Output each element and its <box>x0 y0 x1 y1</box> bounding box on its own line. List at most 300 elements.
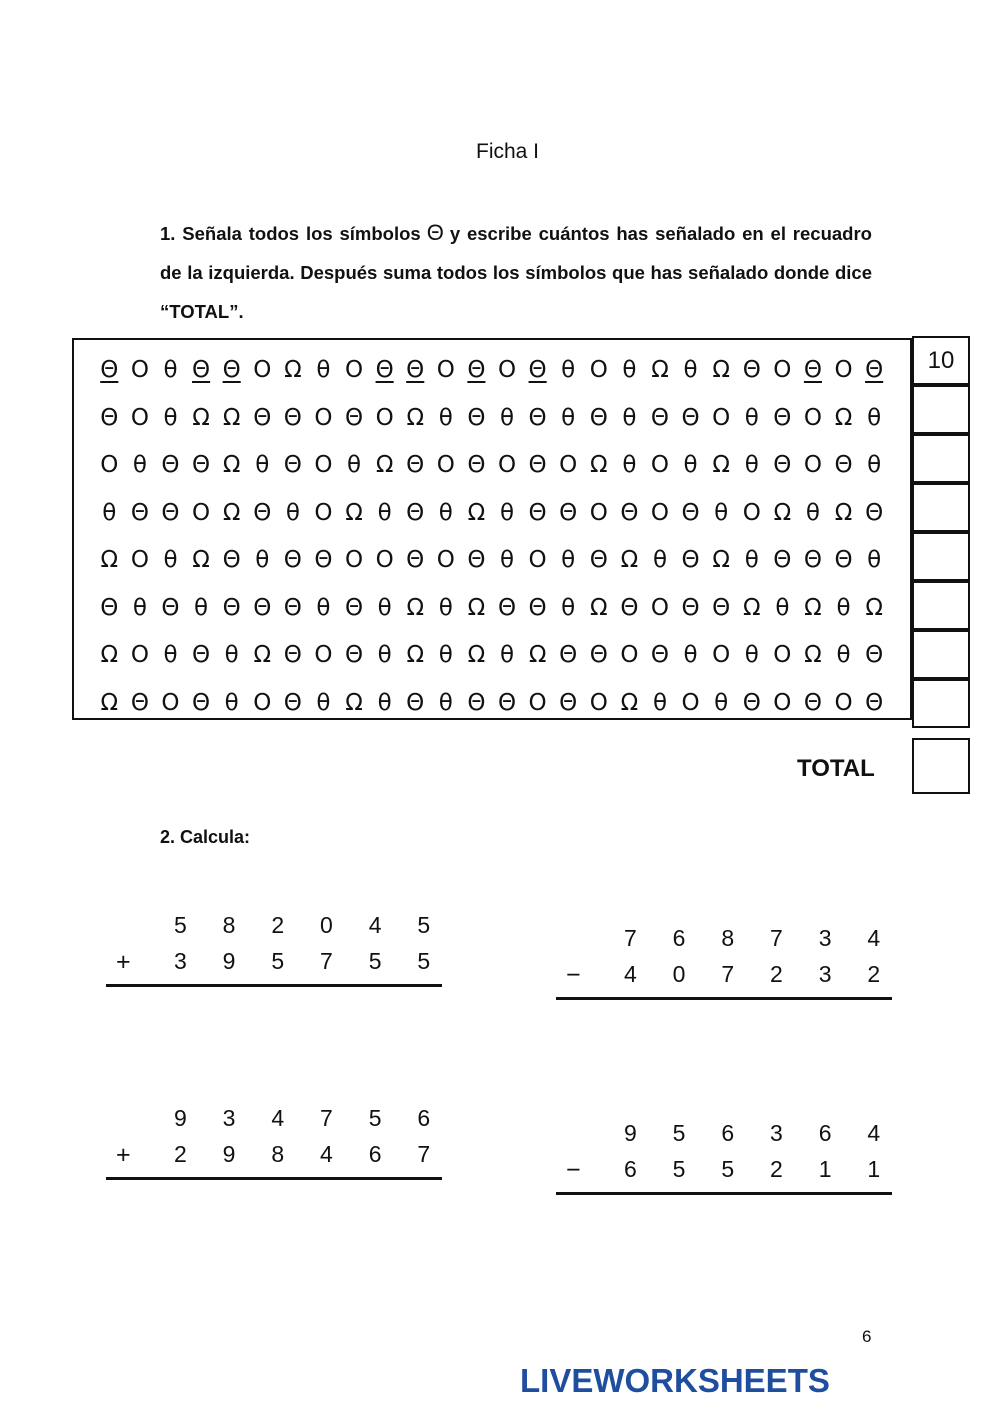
digit: 3 <box>173 948 187 974</box>
operator-sign: − <box>566 961 581 989</box>
symbol-cell[interactable]: Θ <box>161 452 180 478</box>
symbol-cell[interactable]: O <box>620 642 639 668</box>
symbol-cell[interactable]: Θ <box>406 547 425 573</box>
symbol-cell[interactable]: Θ <box>192 642 211 668</box>
symbol-cell[interactable]: Θ <box>681 547 700 573</box>
symbol-cell[interactable]: Ω <box>375 452 394 478</box>
symbol-cell[interactable]: O <box>497 357 517 383</box>
result-line[interactable] <box>556 997 892 1000</box>
symbol-cell[interactable]: Ω <box>590 594 608 621</box>
digit: 7 <box>721 961 735 987</box>
symbol-cell[interactable]: θ <box>744 404 759 431</box>
symbol-cell[interactable]: θ <box>132 594 147 621</box>
symbol-cell[interactable]: Θ <box>283 689 302 716</box>
symbol-cell[interactable]: θ <box>622 404 637 431</box>
page-title: Ficha I <box>476 140 540 163</box>
symbol-cell[interactable]: θ <box>163 642 178 668</box>
symbol-cell[interactable]: O <box>712 404 731 431</box>
symbol-cell[interactable]: Ω <box>528 642 547 668</box>
digit: 2 <box>173 1141 187 1167</box>
symbol-cell[interactable]: θ <box>652 689 668 716</box>
symbol-cell[interactable]: O <box>528 689 547 716</box>
digit: 4 <box>368 912 382 938</box>
symbol-cell[interactable]: θ <box>499 404 515 431</box>
symbol-row <box>94 489 889 537</box>
row-answer-box[interactable] <box>912 630 970 679</box>
symbol-row <box>94 536 889 584</box>
exercise2-title: 2. Calcula: <box>160 827 251 847</box>
symbol-cell[interactable]: Θ <box>467 357 486 383</box>
symbol-cell[interactable]: Θ <box>100 357 119 383</box>
symbol-cell[interactable]: θ <box>255 547 270 573</box>
symbol-cell[interactable]: θ <box>163 357 178 383</box>
symbol-cell[interactable]: O <box>130 404 149 431</box>
symbol-cell[interactable]: O <box>742 499 761 526</box>
symbol-cell[interactable]: Ω <box>406 404 425 431</box>
digit: 8 <box>271 1141 285 1167</box>
symbol-cell[interactable]: Θ <box>192 452 211 478</box>
symbol-cell[interactable]: Θ <box>467 547 486 573</box>
symbol-cell[interactable]: Ω <box>590 452 608 478</box>
digit: 3 <box>222 1105 236 1131</box>
symbol-cell[interactable]: Θ <box>222 594 241 621</box>
symbol-cell[interactable]: θ <box>438 499 453 526</box>
symbol-cell[interactable]: Ω <box>712 357 730 383</box>
symbol-cell[interactable]: Θ <box>834 547 853 573</box>
symbol-cell[interactable]: θ <box>744 452 759 478</box>
symbol-cell[interactable]: θ <box>836 594 851 621</box>
symbol-cell[interactable]: Ω <box>222 404 241 431</box>
row-answer-box[interactable]: 10 <box>912 336 970 385</box>
symbol-cell[interactable]: O <box>436 452 455 478</box>
symbol-cell[interactable]: Θ <box>100 594 119 621</box>
symbol-cell[interactable]: θ <box>561 547 576 573</box>
symbol-row <box>94 441 889 489</box>
symbol-cell[interactable]: Ω <box>192 547 210 573</box>
symbol-cell[interactable]: Ω <box>620 547 639 573</box>
symbol-cell[interactable]: θ <box>744 642 759 668</box>
symbol-cell[interactable]: Θ <box>222 357 241 383</box>
symbol-cell[interactable]: O <box>314 452 333 478</box>
symbol-cell[interactable]: Ω <box>222 499 241 526</box>
symbol-cell[interactable]: Θ <box>865 357 884 383</box>
digit: 6 <box>623 1156 637 1182</box>
symbol-cell[interactable]: θ <box>683 452 698 478</box>
digit: 4 <box>623 961 637 987</box>
symbol-cell[interactable]: Θ <box>406 689 425 716</box>
symbol-cell[interactable]: θ <box>867 404 882 431</box>
operand-top <box>156 1105 448 1132</box>
symbol-cell[interactable]: θ <box>377 499 392 526</box>
symbol-cell[interactable]: O <box>192 499 211 526</box>
symbol-cell[interactable]: θ <box>163 547 178 573</box>
operator-sign: + <box>116 1141 131 1169</box>
symbol-cell[interactable]: Θ <box>559 499 578 526</box>
symbol-cell[interactable]: Θ <box>467 404 486 431</box>
digit: 5 <box>173 912 187 938</box>
row-answer-box[interactable] <box>912 679 970 728</box>
symbol-cell[interactable]: O <box>681 689 700 716</box>
digit: 9 <box>173 1105 187 1131</box>
symbol-cell[interactable]: O <box>650 452 670 478</box>
symbol-cell[interactable]: Ω <box>345 689 363 716</box>
digit: 8 <box>222 912 236 938</box>
digit: 5 <box>417 912 431 938</box>
digit: 3 <box>818 961 832 987</box>
symbol-cell[interactable]: O <box>650 594 670 621</box>
symbol-cell[interactable]: Θ <box>283 594 302 621</box>
symbol-cell[interactable]: θ <box>714 689 729 716</box>
digit: 1 <box>818 1156 832 1182</box>
symbol-cell[interactable]: θ <box>652 547 668 573</box>
symbol-cell[interactable]: θ <box>316 594 331 621</box>
symbol-cell[interactable]: Ω <box>834 499 853 526</box>
symbol-cell[interactable]: Ω <box>651 357 669 383</box>
symbol-cell[interactable]: Θ <box>192 689 211 716</box>
symbol-cell[interactable]: θ <box>438 594 453 621</box>
symbol-cell[interactable]: O <box>497 452 517 478</box>
symbol-cell[interactable]: Θ <box>161 594 180 621</box>
symbol-cell[interactable]: Θ <box>865 642 884 668</box>
symbol-cell[interactable]: O <box>130 357 149 383</box>
digit: 6 <box>818 1120 832 1146</box>
symbol-cell[interactable]: O <box>344 357 364 383</box>
row-answer-box[interactable] <box>912 581 970 630</box>
symbol-cell[interactable]: θ <box>377 594 392 621</box>
symbol-cell[interactable]: θ <box>499 547 515 573</box>
symbol-cell[interactable]: Θ <box>528 452 547 478</box>
symbol-cell[interactable]: θ <box>775 594 790 621</box>
footer <box>520 1362 830 1400</box>
digit: 5 <box>368 948 382 974</box>
operand-top <box>606 925 898 952</box>
symbol-cell[interactable]: θ <box>194 594 209 621</box>
symbol-cell[interactable]: θ <box>836 642 851 668</box>
symbol-cell[interactable]: O <box>803 452 822 478</box>
digit: 3 <box>818 925 832 951</box>
symbol-cell[interactable]: Θ <box>589 642 608 668</box>
operator-sign: + <box>116 948 131 976</box>
digit: 5 <box>721 1156 735 1182</box>
symbol-cell[interactable]: Θ <box>406 452 425 478</box>
symbol-cell[interactable]: θ <box>255 452 270 478</box>
symbol-cell[interactable]: θ <box>285 499 300 526</box>
symbol-cell[interactable]: Θ <box>865 689 884 716</box>
symbol-cell[interactable]: O <box>344 547 364 573</box>
digit: 9 <box>623 1120 637 1146</box>
symbol-cell[interactable]: Θ <box>589 404 608 431</box>
digit: 0 <box>672 961 686 987</box>
theta-symbol-icon: Θ <box>426 220 444 245</box>
symbol-cell[interactable]: Ω <box>467 594 486 621</box>
operand-top <box>156 912 448 939</box>
symbol-cell[interactable]: Θ <box>283 547 302 573</box>
symbol-cell[interactable]: O <box>773 357 792 383</box>
symbol-grid <box>72 338 912 720</box>
symbol-cell[interactable]: θ <box>867 452 882 478</box>
exercise1-instruction <box>160 213 872 331</box>
digit: 2 <box>271 912 285 938</box>
digit: 2 <box>867 961 881 987</box>
symbol-cell[interactable]: θ <box>622 357 637 383</box>
symbol-cell[interactable]: Θ <box>620 499 639 526</box>
symbol-cell[interactable]: Θ <box>528 404 547 431</box>
digit: 2 <box>770 1156 783 1182</box>
symbol-cell[interactable]: O <box>803 404 822 431</box>
operand-top <box>606 1120 898 1147</box>
operation <box>106 1105 442 1195</box>
symbol-cell[interactable]: Θ <box>528 594 547 621</box>
symbol-cell[interactable]: O <box>130 547 149 573</box>
symbol-cell[interactable]: θ <box>377 642 392 668</box>
symbol-cell[interactable]: O <box>375 404 394 431</box>
digit: 4 <box>867 925 881 951</box>
symbol-cell[interactable]: Ω <box>345 499 363 526</box>
symbol-row <box>94 631 889 679</box>
symbol-cell[interactable]: θ <box>683 357 698 383</box>
operation <box>556 925 892 1015</box>
symbol-cell[interactable]: Ω <box>100 547 119 573</box>
symbol-cell[interactable]: Θ <box>497 594 517 621</box>
digit: 4 <box>867 1120 881 1146</box>
symbol-cell[interactable]: Θ <box>344 594 364 621</box>
symbol-cell[interactable]: Θ <box>253 404 272 431</box>
result-line[interactable] <box>556 1192 892 1195</box>
symbol-cell[interactable]: O <box>130 642 149 668</box>
digit: 7 <box>770 925 783 951</box>
symbol-cell[interactable]: O <box>314 499 333 526</box>
symbol-cell[interactable]: O <box>559 452 578 478</box>
symbol-cell[interactable]: Θ <box>559 689 578 716</box>
symbol-cell[interactable]: θ <box>438 642 453 668</box>
symbol-cell[interactable]: θ <box>561 357 576 383</box>
symbol-cell[interactable]: O <box>834 357 853 383</box>
digit: 0 <box>320 912 333 938</box>
symbol-cell[interactable]: Θ <box>559 642 578 668</box>
symbol-cell[interactable]: Θ <box>130 689 149 716</box>
symbol-cell[interactable]: Ω <box>467 499 486 526</box>
digit: 5 <box>672 1156 686 1182</box>
digit: 9 <box>222 1141 236 1167</box>
symbol-cell[interactable]: Θ <box>712 594 731 621</box>
digit: 7 <box>623 925 637 951</box>
symbol-cell[interactable]: Ω <box>712 452 730 478</box>
digit: 4 <box>320 1141 333 1167</box>
symbol-cell[interactable]: Θ <box>283 452 302 478</box>
symbol-cell[interactable]: Θ <box>681 594 700 621</box>
symbol-row <box>94 346 889 394</box>
symbol-cell[interactable]: θ <box>102 499 117 526</box>
symbol-cell[interactable]: Θ <box>344 404 364 431</box>
symbol-cell[interactable]: Θ <box>497 689 517 716</box>
symbol-cell[interactable]: O <box>253 357 272 383</box>
symbol-cell[interactable]: O <box>589 357 608 383</box>
symbol-cell[interactable]: θ <box>561 594 576 621</box>
symbol-cell[interactable]: Ω <box>192 404 210 431</box>
footer-brand: LIVEWORKSHEETS <box>520 1362 830 1399</box>
digit: 7 <box>417 1141 431 1167</box>
operation <box>556 1120 892 1210</box>
symbol-cell[interactable]: Ω <box>620 689 639 716</box>
symbol-cell[interactable]: Θ <box>314 547 333 573</box>
row-answer-box[interactable] <box>912 385 970 434</box>
symbol-cell[interactable]: Θ <box>283 404 302 431</box>
operator-sign: − <box>566 1156 581 1184</box>
symbol-cell[interactable]: O <box>314 642 333 668</box>
symbol-cell[interactable]: θ <box>132 452 147 478</box>
operand-bottom <box>606 961 898 988</box>
instruction-before: 1. Señala todos los símbolos <box>160 223 421 244</box>
operand-bottom <box>156 1141 448 1168</box>
symbol-cell[interactable]: O <box>161 689 180 716</box>
symbol-cell[interactable]: Ω <box>100 642 119 668</box>
total-label: TOTAL <box>797 755 875 782</box>
operand-bottom <box>156 948 448 975</box>
row-answer-box[interactable] <box>912 483 970 532</box>
symbol-cell[interactable]: θ <box>163 404 178 431</box>
symbol-cell[interactable]: Θ <box>100 404 119 431</box>
instruction-after: y escribe cuántos has señalado en el recuadro de la izquierda. Después suma todos los símbolos que has señalado donde dice “TOTAL”. <box>160 223 872 322</box>
symbol-cell[interactable]: Ω <box>834 404 853 431</box>
symbol-cell[interactable]: θ <box>499 499 515 526</box>
digit: 6 <box>368 1141 382 1167</box>
symbol-cell[interactable]: θ <box>224 642 239 668</box>
symbol-cell[interactable]: Θ <box>222 547 241 573</box>
symbol-cell[interactable]: Θ <box>803 547 822 573</box>
symbol-cell[interactable]: Ω <box>742 594 761 621</box>
row-answer-box[interactable] <box>912 532 970 581</box>
symbol-cell[interactable]: Ω <box>467 642 486 668</box>
symbol-cell[interactable]: θ <box>438 689 453 716</box>
digit: 6 <box>721 1120 735 1146</box>
digit: 2 <box>770 961 783 987</box>
digit: 7 <box>320 948 333 974</box>
symbol-row <box>94 584 889 632</box>
symbol-cell[interactable]: O <box>773 689 792 716</box>
symbol-cell[interactable]: Θ <box>681 404 700 431</box>
digit: 5 <box>271 948 285 974</box>
row-answer-box[interactable] <box>912 434 970 483</box>
symbol-cell[interactable]: Θ <box>253 594 272 621</box>
symbol-cell[interactable]: Θ <box>773 547 792 573</box>
symbol-cell[interactable]: Θ <box>742 357 761 383</box>
digit: 4 <box>271 1105 285 1131</box>
digit: 7 <box>320 1105 333 1131</box>
result-line[interactable] <box>106 1177 442 1180</box>
symbol-cell[interactable]: Θ <box>650 404 670 431</box>
symbol-row <box>94 394 889 442</box>
symbol-cell[interactable]: Ω <box>406 642 425 668</box>
symbol-cell[interactable]: θ <box>224 689 239 716</box>
symbol-cell[interactable]: Ω <box>222 452 241 478</box>
symbol-cell[interactable]: O <box>589 689 608 716</box>
symbol-cell[interactable]: θ <box>805 499 820 526</box>
symbol-cell[interactable]: Θ <box>589 547 608 573</box>
digit: 5 <box>672 1120 686 1146</box>
symbol-cell[interactable]: Θ <box>620 594 639 621</box>
symbol-cell[interactable]: Ω <box>253 642 272 668</box>
symbol-cell[interactable]: O <box>773 642 792 668</box>
symbol-cell[interactable]: Ω <box>284 357 302 383</box>
symbol-cell[interactable]: O <box>314 404 333 431</box>
symbol-cell[interactable]: θ <box>438 404 453 431</box>
symbol-cell[interactable]: Ω <box>865 594 883 621</box>
symbol-cell[interactable]: O <box>100 452 119 478</box>
symbol-cell[interactable]: Θ <box>773 404 792 431</box>
symbol-cell[interactable]: Θ <box>803 689 822 716</box>
symbol-cell[interactable]: O <box>375 547 394 573</box>
symbol-cell[interactable]: θ <box>377 689 392 716</box>
symbol-cell[interactable]: Θ <box>253 499 272 526</box>
symbol-cell[interactable]: Θ <box>528 499 547 526</box>
symbol-cell[interactable]: Ω <box>712 547 730 573</box>
operand-bottom <box>606 1156 898 1183</box>
symbol-cell[interactable]: Θ <box>467 689 486 716</box>
symbol-cell[interactable]: Θ <box>161 499 180 526</box>
symbol-cell[interactable]: θ <box>316 357 331 383</box>
symbol-cell[interactable]: Θ <box>803 357 822 383</box>
digit: 9 <box>222 948 236 974</box>
symbol-cell[interactable]: θ <box>622 452 637 478</box>
symbol-cell[interactable]: θ <box>683 642 698 668</box>
operation <box>106 912 442 1002</box>
digit: 1 <box>867 1156 881 1182</box>
symbol-cell[interactable]: Θ <box>406 357 425 383</box>
symbol-cell[interactable]: O <box>834 689 853 716</box>
symbol-cell[interactable]: Ω <box>804 642 822 668</box>
symbol-cell[interactable]: Θ <box>528 357 547 383</box>
symbol-cell[interactable]: θ <box>867 547 882 573</box>
symbol-cell[interactable]: O <box>650 499 670 526</box>
symbol-cell[interactable]: Θ <box>865 499 884 526</box>
symbol-cell[interactable]: Θ <box>375 357 394 383</box>
symbol-cell[interactable]: O <box>253 689 272 716</box>
symbol-cell[interactable]: Ω <box>804 594 822 621</box>
symbol-cell[interactable]: Θ <box>130 499 149 526</box>
symbol-cell[interactable]: Θ <box>834 452 853 478</box>
symbol-cell[interactable]: Θ <box>650 642 670 668</box>
symbol-cell[interactable]: Θ <box>283 642 302 668</box>
symbol-cell[interactable]: O <box>712 642 731 668</box>
digit: 6 <box>417 1105 431 1131</box>
result-line[interactable] <box>106 984 442 987</box>
digit: 8 <box>721 925 735 951</box>
symbol-cell[interactable]: Θ <box>773 452 792 478</box>
symbol-cell[interactable]: O <box>436 357 455 383</box>
symbol-cell[interactable]: Ω <box>406 594 425 621</box>
symbol-cell[interactable]: Θ <box>467 452 486 478</box>
symbol-cell[interactable]: Θ <box>742 689 761 716</box>
total-input-box[interactable] <box>912 738 970 794</box>
symbol-cell[interactable]: θ <box>347 452 362 478</box>
symbol-cell[interactable]: θ <box>714 499 729 526</box>
symbol-cell[interactable]: θ <box>744 547 759 573</box>
symbol-cell[interactable]: Ω <box>773 499 792 526</box>
symbol-cell[interactable]: O <box>528 547 547 573</box>
digit: 5 <box>417 948 431 974</box>
symbol-cell[interactable]: Θ <box>681 499 700 526</box>
symbol-cell[interactable]: θ <box>499 642 515 668</box>
symbol-cell[interactable]: O <box>436 547 455 573</box>
symbol-cell[interactable]: θ <box>316 689 331 716</box>
symbol-cell[interactable]: θ <box>561 404 576 431</box>
symbol-cell[interactable]: Θ <box>406 499 425 526</box>
page-number: 6 <box>862 1327 872 1346</box>
symbol-cell[interactable]: O <box>589 499 608 526</box>
symbol-cell[interactable]: Θ <box>344 642 364 668</box>
symbol-cell[interactable]: Ω <box>100 689 119 716</box>
symbol-cell[interactable]: Θ <box>192 357 211 383</box>
